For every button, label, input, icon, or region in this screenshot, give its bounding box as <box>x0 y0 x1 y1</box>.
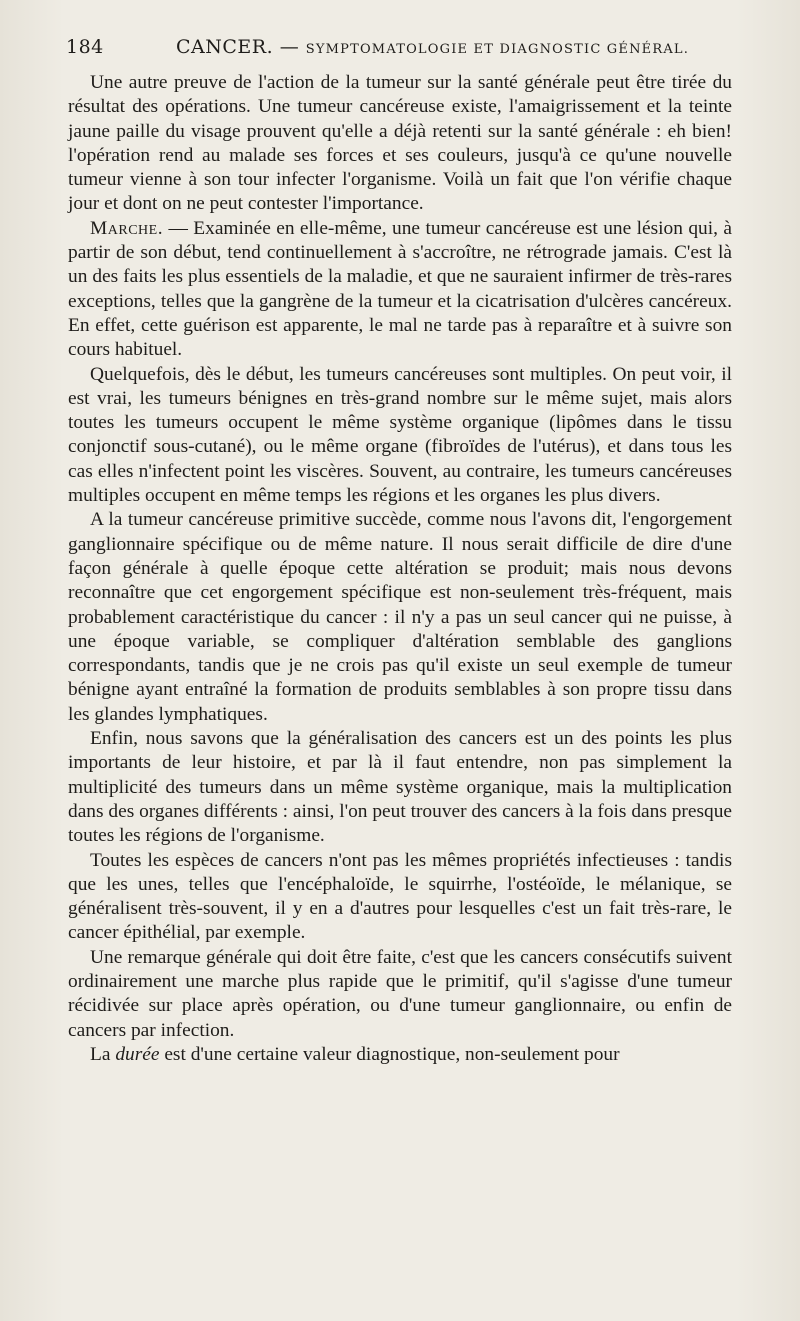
paragraph-marche <box>68 217 732 363</box>
paragraph-health-evidence: Une autre preuve de l'action de la tumeur sur la santé générale peut être tirée du résultat des opérations. Une tumeur cancéreuse existe, l'amaigrissement et la teinte jaune paille du visage prouvent qu'elle a déjà retenti sur la santé générale : eh bien! l'opération rend au malade ses forces et ses couleurs, jusqu'à ce qu'une nouvelle tumeur vienne à son tour infecter l'organisme. Voilà un fait que l'on vérifie chaque jour et dont on ne peut contester l'importance. <box>68 72 732 215</box>
term-duree: durée <box>115 1043 160 1065</box>
paragraph-duration <box>68 1043 732 1067</box>
paragraph-multiple-tumors: Quelquefois, dès le début, les tumeurs cancéreuses sont multiples. On peut voir, il est vrai, les tumeurs bénignes en très-grand nombre sur le même sujet, mais alors toutes les tumeurs occupent le même système organique (lipômes dans le tissu conjonctif sous-cutané), ou le même organe (fibroïdes de l'utérus), et dans tous les cas elles n'infectent point les viscères. Souvent, au contraire, les tumeurs cancéreuses multiples occupent en même temps les régions et les organes les plus divers. <box>68 363 732 507</box>
page-number: 184 <box>66 36 104 58</box>
running-title-subtitle: SYMPTOMATOLOGIE ET DIAGNOSTIC GÉNÉRAL. <box>305 42 690 57</box>
paragraph-lymph-nodes: A la tumeur cancéreuse primitive succède, comme nous l'avons dit, l'engorgement ganglionnaire spécifique ou de même nature. Il nous serait difficile de dire d'une façon générale à quelle époque cette altération se produit; mais nous devons reconnaître que cet engorgement spécifique est non-seulement très-fréquent, mais probablement caractéristique du cancer : il n'y a pas un seul cancer qui ne puisse, à une époque variable, se compliquer d'altération semblable des ganglions correspondants, tandis que je ne crois pas qu'il existe un seul exemple de tumeur bénigne ayant entraîné la formation de produits semblables à son propre tissu dans les glandes lymphatiques. <box>68 509 732 725</box>
body-text <box>68 71 732 1067</box>
running-head <box>66 36 736 62</box>
paragraph-generalisation: Enfin, nous savons que la généralisation des cancers est un des points les plus importants de leur histoire, et par là il faut entendre, non pas simplement la multiplicité des tumeurs dans un même système organique, mais la multiplication dans des organes différents : ainsi, l'on peut trouver des cancers à la fois dans presque toutes les régions de l'organisme. <box>68 728 733 847</box>
paragraph-duration-text: est d'une certaine valeur diagnostique, non-seulement pour <box>159 1043 620 1065</box>
paragraph-marche-text: — Examinée en elle-même, une tumeur cancéreuse est une lésion qui, à partir de son début, tend continuellement à s'accroître, ne rétrograde jamais. C'est là un des faits les plus essentiels de la maladie, et que ne sauraient infirmer de très-rares exceptions, telles que la gangrène de la tumeur et la cicatrisation d'ulcères cancéreux. En effet, cette guérison est apparente, le mal ne tarde pas à reparaître et à suivre son cours habituel. <box>68 217 732 361</box>
running-title-dash: — <box>279 36 300 58</box>
section-run-in-marche: Marche. <box>90 217 164 239</box>
paragraph-infectious-properties: Toutes les espèces de cancers n'ont pas les mêmes propriétés infectieuses : tandis que les unes, telles que l'encéphaloïde, le squirrhe, l'ostéoïde, le mélanique, se généralisent très-souvent, il y en a d'autres pour lesquelles c'est un fait très-rare, le cancer épithélial, par exemple. <box>68 849 732 944</box>
paragraph-secondary-cancers: Une remarque générale qui doit être faite, c'est que les cancers consécutifs suivent ordinairement une marche plus rapide que le primitif, qu'il s'agisse d'une tumeur récidivée sur place après opération, ou d'une tumeur ganglionnaire, ou enfin de cancers par infection. <box>68 946 732 1041</box>
paragraph-duration-lead: La <box>90 1043 116 1065</box>
running-title <box>176 36 689 58</box>
running-title-main: CANCER. <box>176 36 274 58</box>
